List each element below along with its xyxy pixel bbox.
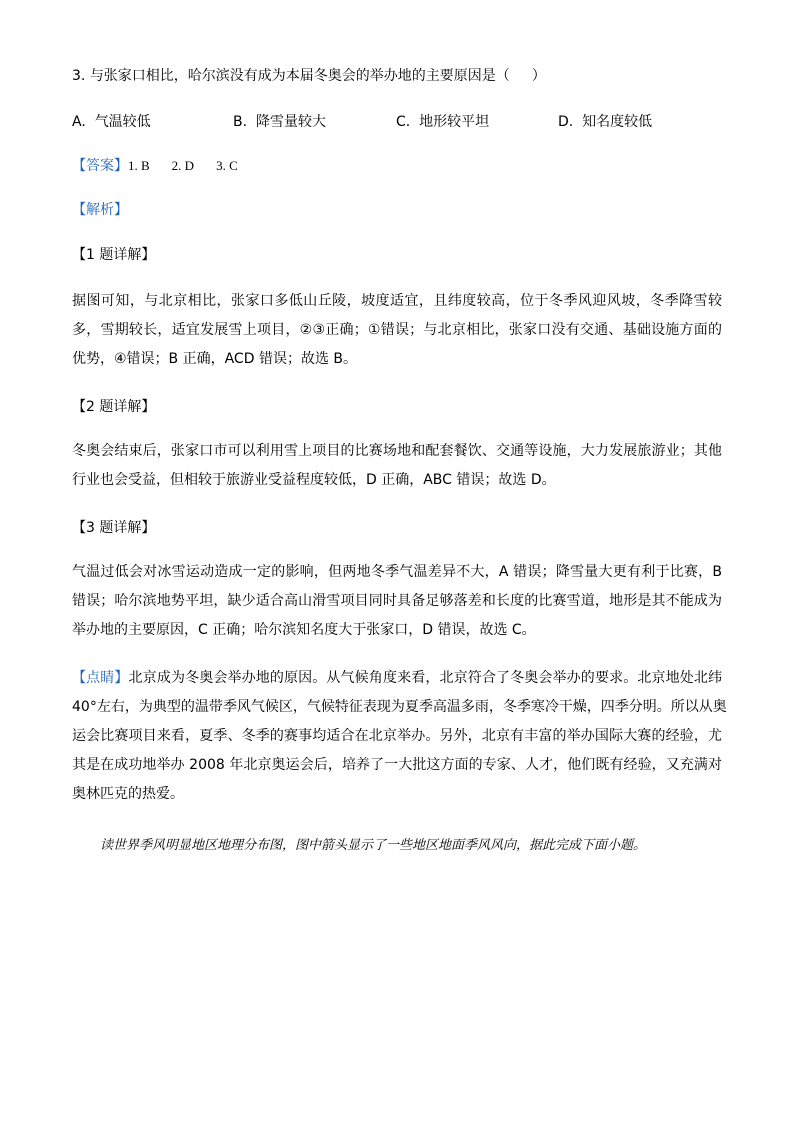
detail3-paragraph: 气温过低会对冰雪运动造成一定的影响，但两地冬季气温差异不大，A 错误；降雪量大更有利于比赛，B 错误；哈尔滨地势平坦，缺少适合高山滑雪项目同时具备足够落差和长度的比赛雪道，地形是其不能成为 举办地的主要原因，C 正确；哈尔滨知名度大于张家口，D 错误，故选 C。 [72, 564, 722, 638]
question-bracket-close: ） [531, 68, 546, 84]
next-question-intro: 读世界季风明显地区地理分布图，图中箭头显示了一些地区地面季风风向，据此完成下面小题。 [100, 838, 647, 853]
answer-item-1: 1. B [128, 158, 150, 173]
question-number: 3. [72, 68, 86, 84]
answer-item-2: 2. D [171, 158, 195, 173]
option-a: A. 气温较低 [72, 114, 151, 130]
comment-tag: 【点睛】 [72, 670, 129, 686]
answer-line [72, 156, 238, 176]
option-b: B. 降雪量较大 [233, 114, 326, 130]
detail2-heading: 【2 题详解】 [72, 399, 156, 415]
answer-tag: 【答案】 [72, 158, 128, 174]
answer-item-3: 3. C [216, 158, 238, 173]
detail2-paragraph: 冬奥会结束后，张家口市可以利用雪上项目的比赛场地和配套餐饮、交通等设施，大力发展旅游业；其他 行业也会受益，但相较于旅游业受益程度较低，D 正确，ABC 错误；故选 D。 [72, 443, 722, 488]
question-text: 与张家口相比，哈尔滨没有成为本届冬奥会的举办地的主要原因是（ [89, 68, 510, 84]
comment-paragraph: 【点睛】北京成为冬奥会举办地的原因。从气候角度来看，北京符合了冬奥会举办的要求。北京地处北纬 40°左右，为典型的温带季风气候区，气候特征表现为夏季高温多雨，冬季寒冷干燥，四季分明。所以从奥 运会比赛项目来看，夏季、冬季的赛事均适合在北京举办。另外，北京有丰富的举办国际大赛的经验，尤 其是在成功地举办 2008 年北京奥运会后，培养了一大批这方面的专家、人才，他们既有经验，又充满对 奥林匹克的热爱。 [72, 670, 727, 802]
detail1-paragraph: 据图可知，与北京相比，张家口多低山丘陵，坡度适宜，且纬度较高，位于冬季风迎风坡，冬季降雪较 多，雪期较长，适宜发展雪上项目，②③正确；①错误；与北京相比，张家口没有交通、基础设施方面的 优势，④错误；B 正确，ACD 错误；故选 B。 [72, 293, 722, 367]
question-stem [72, 66, 546, 86]
option-c: C. 地形较平坦 [396, 114, 490, 130]
analysis-tag: 【解析】 [72, 202, 128, 218]
detail1-heading: 【1 题详解】 [72, 247, 156, 263]
option-d: D. 知名度较低 [558, 114, 653, 130]
detail3-heading: 【3 题详解】 [72, 520, 156, 536]
